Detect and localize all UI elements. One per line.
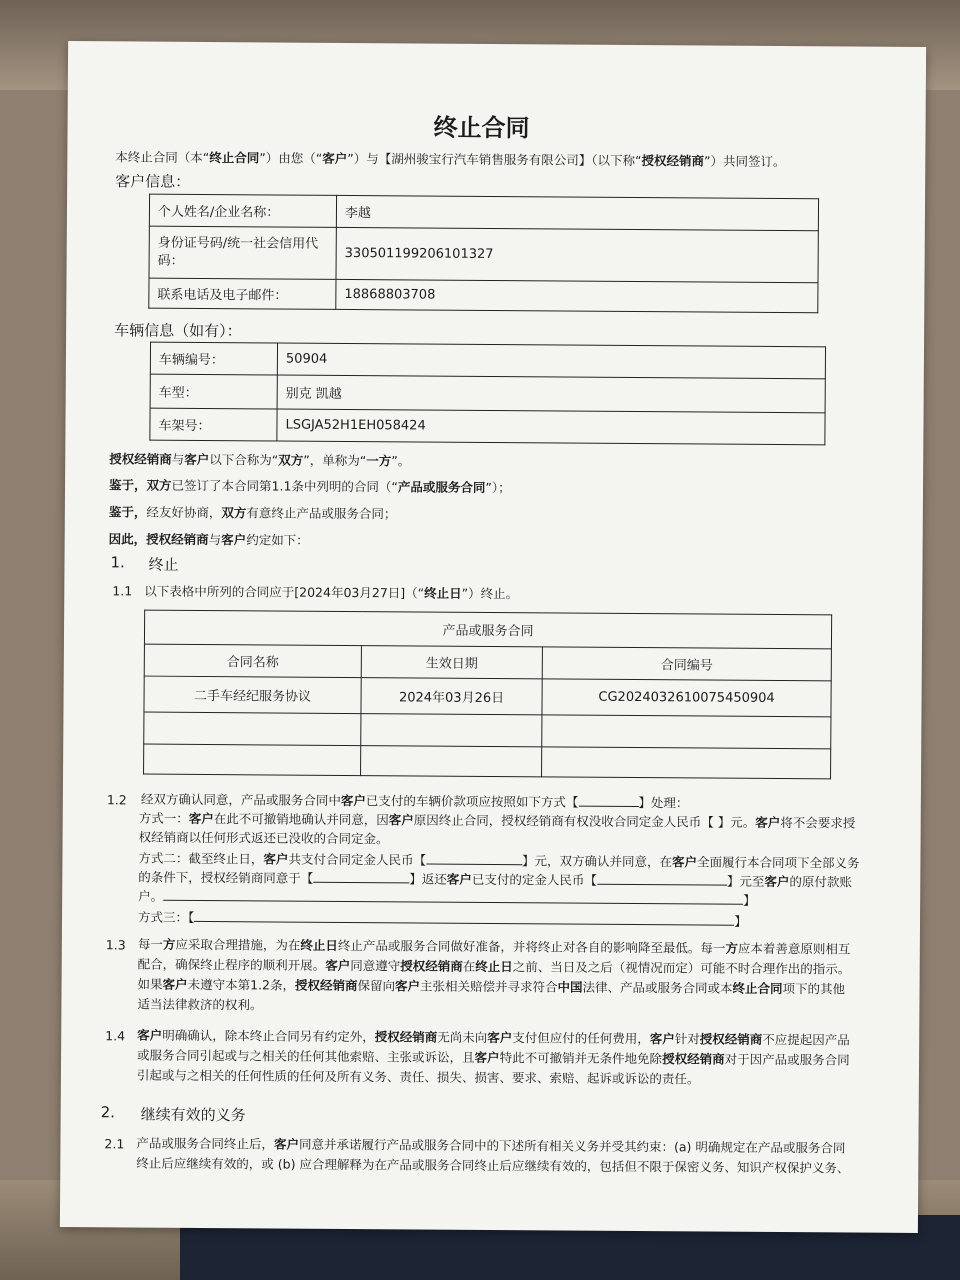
vehicle-vin-value: LSGJA52H1EH058424 [277, 409, 825, 445]
customer-contact-label: 联系电话及电子邮件： [149, 278, 336, 309]
clause-1-3-line-3: 如果客户未遵守本第1.2条，授权经销商保留向客户主张相关赔偿并寻求符合中国法律、产品或服务合同或本终止合同项下的其他 [137, 976, 846, 997]
vehicle-number-value: 50904 [277, 343, 825, 379]
empty-cell [144, 712, 361, 746]
contract-date-cell: 2024年03月26日 [361, 678, 542, 715]
customer-id-label: 身份证号码/统一社会信用代码： [149, 226, 336, 279]
empty-cell [542, 715, 831, 749]
blank-field [578, 794, 638, 807]
table-row [149, 278, 818, 313]
contract-list-table [143, 610, 832, 780]
column-header-name: 合同名称 [144, 644, 361, 678]
intro-paragraph: 本终止合同（本“终止合同”）由您（“客户”）与【湖州骏宝行汽车销售服务有限公司】（以下称“授权经销商”）共同签订。 [115, 149, 786, 170]
clause-1-4-line-2: 或服务合同引起或与之相关的任何其他索赔、主张或诉讼，且客户特此不可撤销并无条件地免除授权经销商对于因产品或服务合同 [137, 1047, 850, 1068]
vehicle-model-label: 车型： [150, 374, 277, 409]
table-row [149, 226, 818, 283]
blank-field [426, 852, 522, 866]
table-row [144, 712, 831, 749]
clause-1-3-number: 1.3 [105, 937, 126, 953]
empty-cell [144, 744, 361, 776]
column-header-date: 生效日期 [361, 646, 542, 679]
contract-document [60, 41, 926, 1233]
customer-info-table [148, 194, 819, 314]
section-1-title: 终止 [148, 555, 179, 574]
clause-1-4-line-3: 引起或与之相关的任何性质的任何及所有义务、责任、损失、损害、要求、索赔、起诉或诉讼的责任。 [136, 1067, 700, 1087]
clause-1-2-line-3: 权经销商以任何形式返还已没收的合同定金。 [138, 829, 389, 847]
document-title: 终止合同 [433, 113, 530, 143]
clause-1-2-number: 1.2 [106, 792, 127, 808]
clause-1-4-number: 1.4 [105, 1028, 126, 1044]
column-header-number: 合同编号 [542, 647, 831, 681]
clause-1-3-line-1: 每一方应采取合理措施，为在终止日终止产品或服务合同做好准备，并将终止对各自的影响降至最低。每一方应本着善意原则相互 [137, 936, 851, 957]
agreement-intro: 因此，授权经销商与客户约定如下： [108, 531, 309, 548]
clause-1-1-number: 1.1 [112, 583, 133, 599]
customer-name-value: 李越 [336, 195, 818, 230]
table-row [144, 744, 831, 779]
section-2-number: 2. [100, 1103, 116, 1122]
customer-info-heading: 客户信息： [115, 172, 191, 191]
clause-1-2-line-5: 的条件下，授权经销商同意于【 】返还客户已支付的定金人民币【 】元至客户的原付款账 [138, 869, 852, 890]
empty-cell [361, 714, 542, 747]
clause-1-2-line-2: 方式一：客户在此不可撤销地确认并同意，因客户原因终止合同，授权经销商有权没收合同定金人民币【 】元。客户将不会要求授 [138, 810, 856, 831]
clause-1-3-line-4: 适当法律救济的权利。 [137, 996, 263, 1013]
section-1-number: 1. [110, 553, 125, 572]
blank-field [163, 888, 743, 905]
recital-2: 鉴于，经友好协商，双方有意终止产品或服务合同； [108, 504, 397, 522]
table-row [144, 610, 831, 649]
clause-2-1-line-1: 产品或服务合同终止后，客户同意并承诺履行产品或服务合同中的下述所有相关义务并受其约束：(a) 明确规定在产品或服务合同 [136, 1135, 846, 1156]
clause-1-1-text: 以下表格中所列的合同应于[2024年03月27日]（“终止日”）终止。 [144, 583, 519, 602]
clause-1-2-line-1: 经双方确认同意，产品或服务合同中客户已支付的车辆价款项应按照如下方式【 】处理： [140, 791, 689, 811]
clause-2-1-line-2: 终止后应继续有效的，或 (b) 应合理解释为在产品或服务合同终止后应继续有效的，包括但不限于保密义务、知识产权保护义务、 [136, 1155, 850, 1176]
section-2-title: 继续有效的义务 [140, 1105, 246, 1125]
empty-cell [542, 747, 831, 779]
table-row [150, 408, 825, 445]
clause-2-1-number: 2.1 [104, 1136, 125, 1152]
table-row [150, 374, 825, 413]
clause-1-2-line-4: 方式二：截至终止日，客户共支付合同定金人民币【 】元，双方确认并同意，在客户全面履行本合同项下全部义务 [138, 850, 860, 871]
table-row [144, 676, 831, 717]
customer-name-label: 个人姓名/企业名称： [149, 194, 336, 227]
contract-name-cell: 二手车经纪服务协议 [144, 676, 361, 714]
table-row [144, 644, 831, 681]
blank-field [597, 872, 727, 886]
contract-number-cell: CG20240326100754509​04 [542, 679, 831, 717]
vehicle-vin-label: 车架号： [150, 408, 277, 441]
table-row [150, 342, 825, 379]
clause-1-2-line-7: 方式三：【 】 [137, 909, 747, 929]
blank-field [194, 909, 734, 926]
customer-contact-value: 18868803708 [336, 279, 818, 312]
customer-id-value: 330501199206101327 [336, 227, 818, 282]
vehicle-info-table [149, 342, 826, 446]
vehicle-model-value: 别克 凯越 [277, 375, 825, 413]
clause-1-4-line-1: 客户明确确认，除本终止合同另有约定外，授权经销商无尚未向客户支付但应付的任何费用，客户针对授权经销商不应提起因产品 [137, 1027, 850, 1048]
vehicle-info-heading: 车辆信息（如有）： [114, 321, 242, 341]
table-row [149, 194, 818, 231]
clause-1-3-line-2: 配合，确保终止程序的顺利开展。客户同意遵守授权经销商在终止日之前、当日及之后（视情况而定）可能不时合理作出的指示。 [137, 956, 851, 977]
contract-table-header: 产品或服务合同 [144, 610, 831, 649]
vehicle-number-label: 车辆编号： [150, 342, 277, 375]
blank-field [313, 870, 409, 884]
empty-cell [361, 746, 542, 777]
recital-1: 鉴于，双方已签订了本合同第1.1条中列明的合同（“产品或服务合同”）； [109, 477, 511, 496]
clause-1-2-line-6: 户。 】 [138, 888, 756, 908]
parties-definition: 授权经销商与客户以下合称为“双方”，单称为“一方”。 [109, 451, 411, 469]
